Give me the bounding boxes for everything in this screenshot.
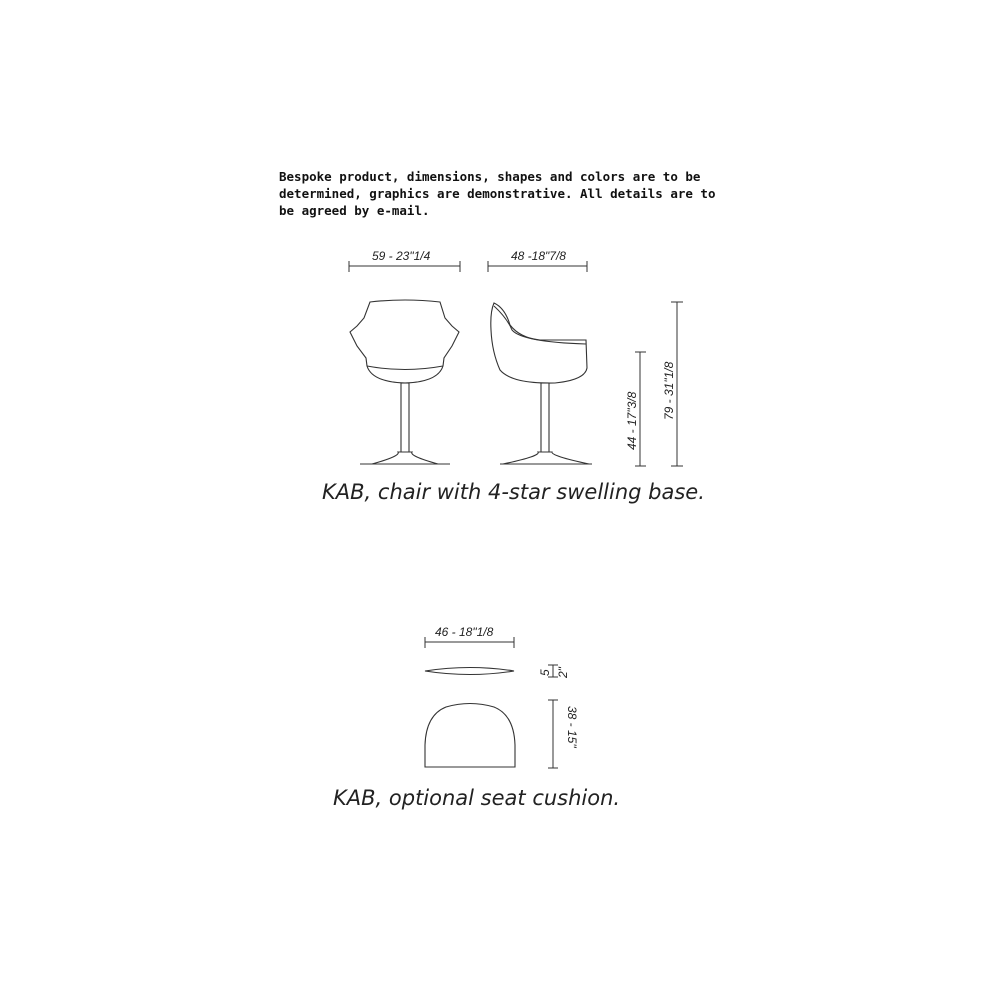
- chair-caption: KAB, chair with 4-star swelling base.: [322, 480, 705, 504]
- bespoke-notice: Bespoke product, dimensions, shapes and colors are to be determined, graphics are demonstrative. All details are to be agreed by e-mail.: [279, 169, 716, 218]
- chair-width-dimension: 59 - 23"1/4: [372, 249, 431, 263]
- cushion-width-dimension: 46 - 18"1/8: [435, 625, 494, 639]
- cushion-thickness-cm: 5: [538, 669, 552, 676]
- cushion-thickness-in: 2": [556, 667, 570, 678]
- chair-seat-height-dimension: 44 - 17"3/8: [625, 391, 639, 450]
- cushion-caption: KAB, optional seat cushion.: [333, 786, 621, 810]
- chair-height-dimension: 79 - 31"1/8: [662, 361, 676, 420]
- chair-depth-dimension: 48 -18"7/8: [511, 249, 566, 263]
- cushion-depth-dimension: 38 - 15": [565, 706, 579, 748]
- chair-front-view: [349, 249, 460, 464]
- chair-side-view: [488, 249, 592, 464]
- chair-height-dimensions: [625, 302, 683, 466]
- cushion-drawing: [425, 625, 579, 768]
